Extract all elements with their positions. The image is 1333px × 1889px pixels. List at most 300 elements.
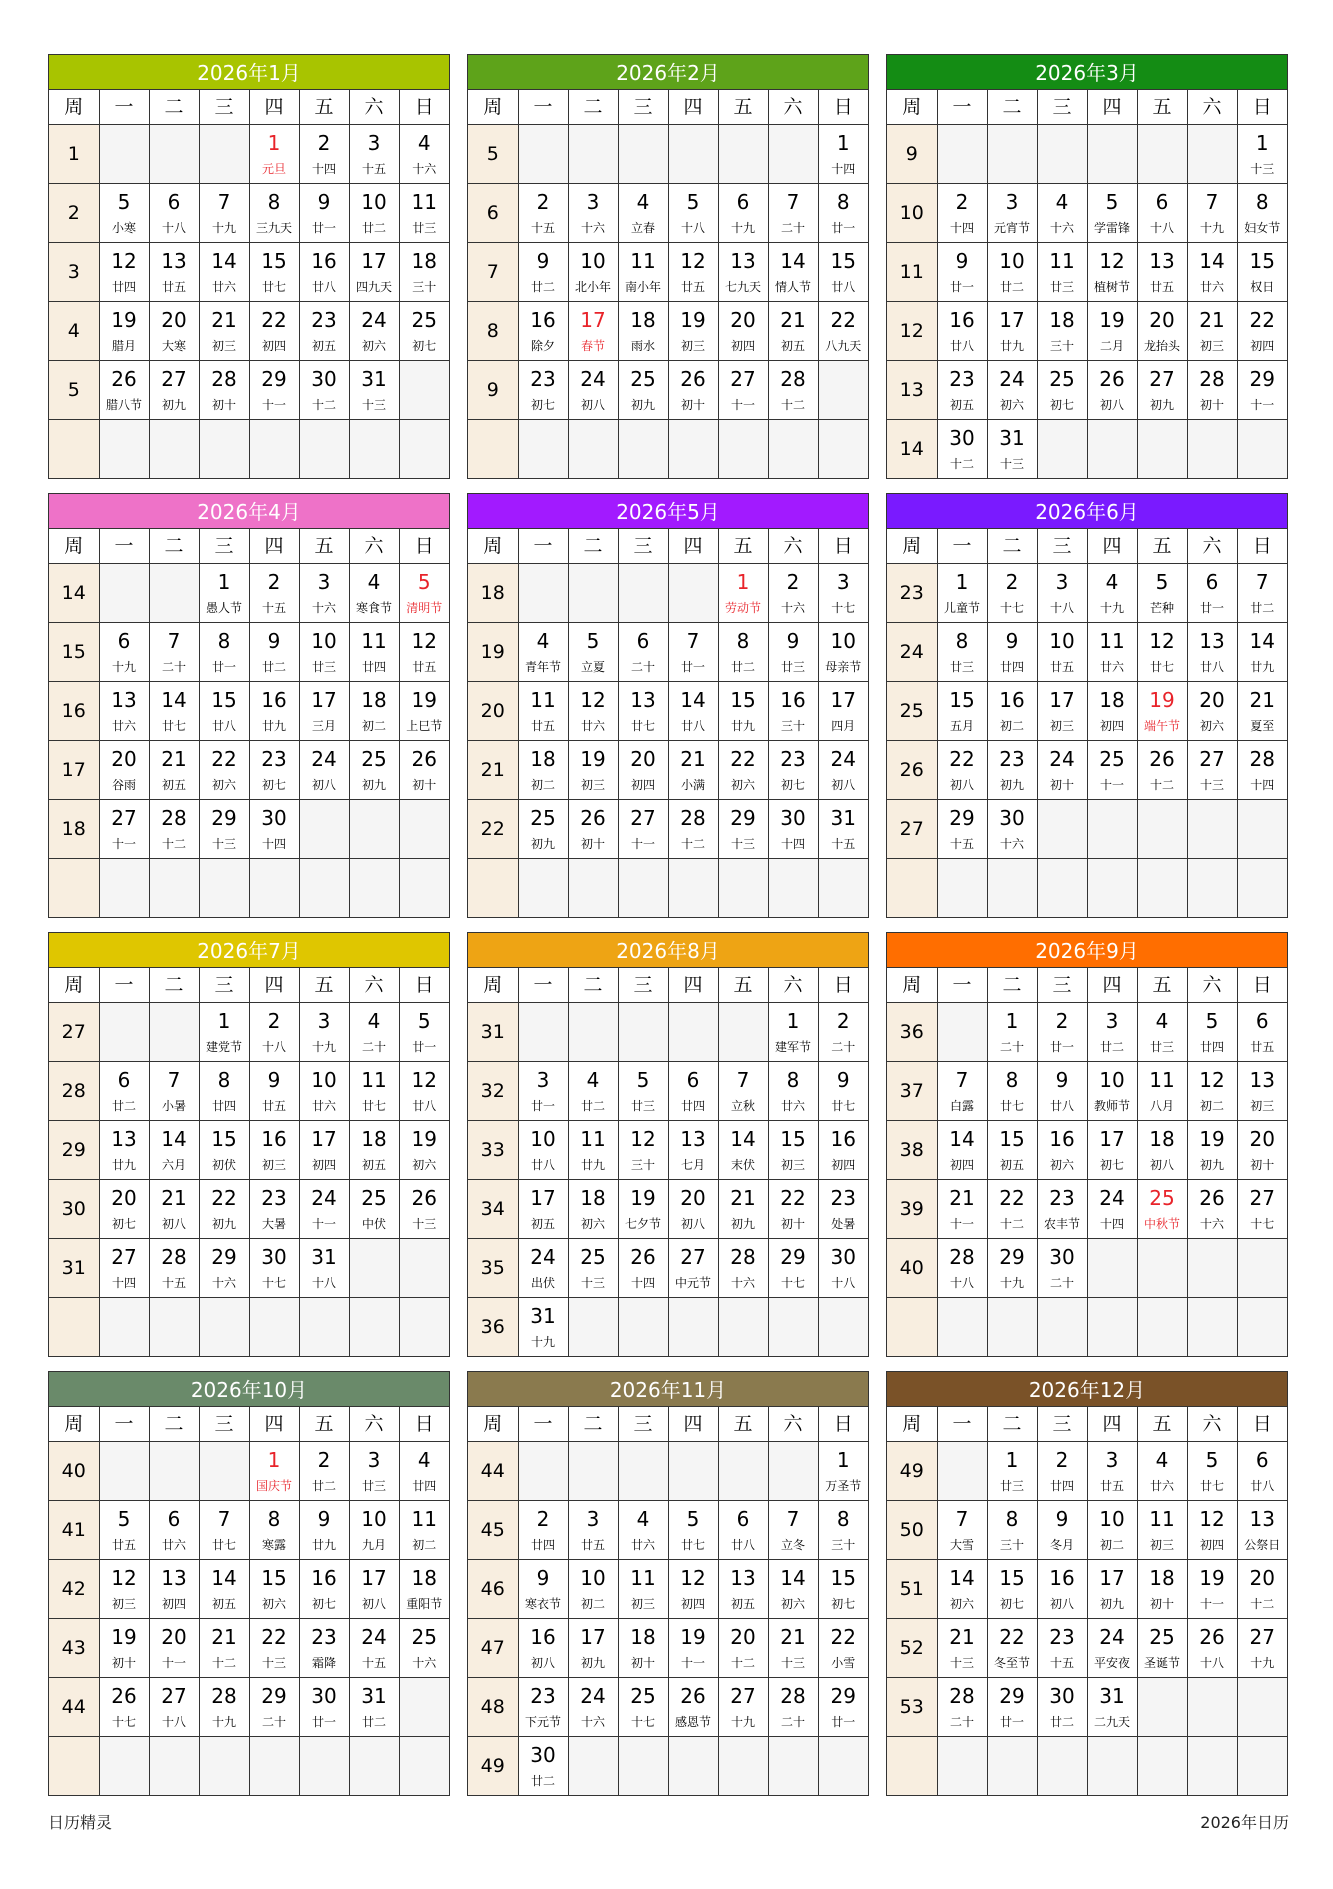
lunar-label: 廿二 (530, 1774, 555, 1788)
day-number: 19 (1149, 688, 1175, 712)
day-number: 20 (161, 1625, 187, 1649)
day-number: 9 (267, 1068, 281, 1092)
week-number: 47 (468, 1619, 518, 1678)
weekday-header-cell: 六 (768, 90, 818, 125)
empty-day-cell (618, 1298, 668, 1357)
day-number: 26 (111, 367, 137, 391)
day-number: 7 (1255, 570, 1269, 594)
lunar-label: 廿五 (161, 280, 186, 294)
day-number: 31 (999, 426, 1025, 450)
lunar-label: 七九天 (724, 280, 761, 294)
day-number: 15 (1249, 249, 1275, 273)
day-number: 29 (211, 1245, 237, 1269)
day-number: 19 (1199, 1127, 1225, 1151)
day-cell (718, 800, 768, 859)
lunar-label: 立冬 (780, 1538, 805, 1552)
month-title: 2026年6月 (887, 494, 1287, 529)
lunar-label: 廿六 (211, 280, 236, 294)
day-number: 11 (411, 1507, 437, 1531)
day-number: 28 (211, 1684, 237, 1708)
weekday-header-cell: 四 (1087, 1407, 1137, 1442)
day-number: 3 (367, 131, 381, 155)
lunar-label: 二月 (1099, 339, 1124, 353)
lunar-label: 三十 (780, 719, 805, 733)
lunar-label: 廿八 (730, 1538, 755, 1552)
day-cell (818, 1003, 868, 1062)
day-cell (349, 1560, 399, 1619)
day-cell (199, 682, 249, 741)
lunar-label: 公祭日 (1244, 1538, 1281, 1552)
lunar-label: 十二 (211, 1656, 236, 1670)
day-cell (718, 741, 768, 800)
day-cell (399, 184, 449, 243)
day-cell (149, 1678, 199, 1737)
empty-day-cell (199, 1298, 249, 1357)
day-cell (349, 125, 399, 184)
empty-day-cell (987, 859, 1037, 918)
lunar-label: 十七 (831, 601, 856, 615)
lunar-label: 廿一 (311, 221, 336, 235)
lunar-label: 廿七 (361, 1099, 386, 1113)
day-number: 30 (261, 806, 287, 830)
lunar-label: 廿七 (161, 719, 186, 733)
day-cell (668, 1062, 718, 1121)
weekday-header-cell: 三 (618, 1407, 668, 1442)
day-cell (399, 1560, 449, 1619)
week-number (49, 1298, 99, 1357)
day-cell (199, 184, 249, 243)
empty-day-cell (1137, 125, 1187, 184)
day-number: 15 (730, 688, 756, 712)
lunar-label: 初八 (1099, 398, 1124, 412)
day-cell (1087, 1678, 1137, 1737)
lunar-label: 初四 (831, 1158, 856, 1172)
lunar-label: 小满 (680, 778, 705, 792)
day-cell (987, 1560, 1037, 1619)
week-number (468, 859, 518, 918)
lunar-label: 愚人节 (205, 601, 242, 615)
day-number: 7 (1205, 190, 1219, 214)
day-cell (199, 741, 249, 800)
day-cell (349, 623, 399, 682)
lunar-label: 廿二 (261, 660, 286, 674)
lunar-label: 十五 (1049, 1656, 1074, 1670)
day-cell (818, 184, 868, 243)
day-cell (149, 1501, 199, 1560)
lunar-label: 初十 (412, 778, 437, 792)
empty-day-cell (987, 1298, 1037, 1357)
day-number: 9 (1005, 629, 1019, 653)
empty-day-cell (399, 361, 449, 420)
day-cell (1187, 1442, 1237, 1501)
day-cell (399, 1619, 449, 1678)
day-number: 3 (367, 1448, 381, 1472)
lunar-label: 初八 (530, 1656, 555, 1670)
week-number: 14 (49, 564, 99, 623)
day-number: 10 (361, 190, 387, 214)
day-number: 18 (630, 1625, 656, 1649)
day-number: 28 (680, 806, 706, 830)
week-number: 23 (887, 564, 937, 623)
day-number: 29 (999, 1684, 1025, 1708)
lunar-label: 二十 (630, 660, 655, 674)
weekday-header-cell: 日 (399, 1407, 449, 1442)
day-number: 29 (730, 806, 756, 830)
day-cell (818, 1442, 868, 1501)
day-number: 27 (1249, 1186, 1275, 1210)
lunar-label: 十三 (580, 1276, 605, 1290)
day-number: 17 (361, 249, 387, 273)
lunar-label: 初七 (831, 1597, 856, 1611)
week-number: 25 (887, 682, 937, 741)
day-number: 19 (680, 1625, 706, 1649)
day-number: 15 (830, 1566, 856, 1590)
lunar-label: 初七 (999, 1597, 1024, 1611)
day-cell (987, 1121, 1037, 1180)
day-number: 4 (636, 190, 650, 214)
lunar-label: 初六 (412, 1158, 437, 1172)
lunar-label: 廿七 (1149, 660, 1174, 674)
empty-day-cell (349, 1737, 399, 1796)
empty-day-cell (818, 420, 868, 479)
day-number: 6 (736, 190, 750, 214)
day-number: 16 (949, 308, 975, 332)
day-cell (1037, 1003, 1087, 1062)
lunar-label: 二十 (361, 1040, 386, 1054)
day-number: 20 (680, 1186, 706, 1210)
day-cell (518, 302, 568, 361)
day-cell (99, 1180, 149, 1239)
day-cell (1237, 623, 1287, 682)
day-number: 29 (211, 806, 237, 830)
day-cell (249, 243, 299, 302)
day-cell (299, 1239, 349, 1298)
empty-day-cell (249, 1298, 299, 1357)
day-cell (299, 1560, 349, 1619)
day-cell (149, 800, 199, 859)
week-number: 27 (887, 800, 937, 859)
lunar-label: 寒露 (261, 1538, 286, 1552)
day-cell (768, 800, 818, 859)
footer-brand: 日历精灵 (48, 1813, 113, 1832)
day-number: 18 (361, 1127, 387, 1151)
empty-day-cell (149, 1003, 199, 1062)
month-panel (467, 1371, 869, 1796)
lunar-label: 十九 (999, 1276, 1024, 1290)
day-cell (299, 1062, 349, 1121)
week-number: 26 (887, 741, 937, 800)
day-number: 1 (1005, 1448, 1019, 1472)
week-number (49, 859, 99, 918)
day-cell (1237, 1180, 1287, 1239)
day-cell (1037, 243, 1087, 302)
week-number: 50 (887, 1501, 937, 1560)
day-number: 20 (1149, 308, 1175, 332)
day-cell (568, 243, 618, 302)
day-cell (987, 243, 1037, 302)
weekday-header-cell: 四 (249, 90, 299, 125)
day-number: 11 (1149, 1507, 1175, 1531)
day-number: 1 (836, 131, 850, 155)
day-number: 4 (1055, 190, 1069, 214)
day-cell (1037, 564, 1087, 623)
lunar-label: 腊月 (111, 339, 136, 353)
day-number: 6 (1155, 190, 1169, 214)
lunar-label: 廿六 (1199, 280, 1224, 294)
day-cell (768, 361, 818, 420)
lunar-label: 廿一 (530, 1099, 555, 1113)
day-cell (249, 361, 299, 420)
day-cell (668, 741, 718, 800)
day-number: 29 (1249, 367, 1275, 391)
lunar-label: 初六 (261, 1597, 286, 1611)
day-cell (99, 184, 149, 243)
day-number: 2 (536, 190, 550, 214)
day-number: 18 (361, 688, 387, 712)
day-number: 19 (411, 688, 437, 712)
lunar-label: 十二 (949, 457, 974, 471)
day-number: 17 (830, 688, 856, 712)
day-cell (249, 1239, 299, 1298)
weekday-header-cell: 一 (937, 90, 987, 125)
day-cell (618, 1619, 668, 1678)
day-cell (149, 1560, 199, 1619)
lunar-label: 初九 (630, 398, 655, 412)
day-cell (349, 564, 399, 623)
weekday-header-cell: 六 (1187, 1407, 1237, 1442)
week-number: 33 (468, 1121, 518, 1180)
day-cell (768, 1121, 818, 1180)
day-number: 10 (580, 249, 606, 273)
day-cell (149, 741, 199, 800)
day-number: 10 (530, 1127, 556, 1151)
lunar-label: 十九 (111, 660, 136, 674)
lunar-label: 十三 (730, 837, 755, 851)
lunar-label: 廿九 (1250, 660, 1275, 674)
empty-day-cell (668, 859, 718, 918)
weekday-header-cell: 二 (987, 90, 1037, 125)
lunar-label: 七月 (680, 1158, 705, 1172)
lunar-label: 初十 (1199, 398, 1224, 412)
day-number: 25 (630, 367, 656, 391)
day-number: 10 (999, 249, 1025, 273)
day-number: 19 (111, 308, 137, 332)
empty-day-cell (1087, 1298, 1137, 1357)
day-cell (937, 1180, 987, 1239)
weekday-header-cell: 四 (668, 529, 718, 564)
day-number: 11 (411, 190, 437, 214)
day-number: 29 (830, 1684, 856, 1708)
day-number: 9 (1055, 1507, 1069, 1531)
empty-day-cell (937, 1298, 987, 1357)
lunar-label: 廿五 (261, 1099, 286, 1113)
day-cell (1187, 1619, 1237, 1678)
day-number: 30 (830, 1245, 856, 1269)
day-cell (768, 1619, 818, 1678)
week-number: 30 (49, 1180, 99, 1239)
day-cell (1187, 623, 1237, 682)
day-cell (149, 623, 199, 682)
week-number: 51 (887, 1560, 937, 1619)
day-cell (818, 243, 868, 302)
lunar-label: 大暑 (261, 1217, 286, 1231)
empty-day-cell (1137, 420, 1187, 479)
empty-day-cell (199, 1442, 249, 1501)
day-cell (1137, 564, 1187, 623)
day-number: 3 (317, 570, 331, 594)
lunar-label: 十四 (1250, 778, 1275, 792)
weekday-header-cell: 二 (568, 529, 618, 564)
day-cell (618, 682, 668, 741)
lunar-label: 廿二 (580, 1099, 605, 1113)
day-number: 16 (311, 249, 337, 273)
day-number: 18 (411, 249, 437, 273)
lunar-label: 初六 (949, 1597, 974, 1611)
day-cell (618, 1121, 668, 1180)
lunar-label: 中元节 (674, 1276, 711, 1290)
lunar-label: 廿三 (999, 1479, 1024, 1493)
day-number: 11 (630, 1566, 656, 1590)
day-cell (937, 623, 987, 682)
empty-day-cell (149, 1442, 199, 1501)
day-number: 18 (1099, 688, 1125, 712)
day-number: 15 (780, 1127, 806, 1151)
empty-day-cell (1037, 1737, 1087, 1796)
day-number: 12 (1149, 629, 1175, 653)
day-cell (618, 243, 668, 302)
day-cell (987, 302, 1037, 361)
week-number: 5 (468, 125, 518, 184)
day-number: 12 (630, 1127, 656, 1151)
lunar-label: 十六 (412, 162, 437, 176)
day-cell (1237, 1619, 1287, 1678)
week-number: 10 (887, 184, 937, 243)
day-number: 2 (267, 1009, 281, 1033)
lunar-label: 三月 (311, 719, 336, 733)
week-number: 49 (887, 1442, 937, 1501)
day-number: 30 (999, 806, 1025, 830)
day-number: 2 (536, 1507, 550, 1531)
day-cell (399, 1501, 449, 1560)
day-cell (668, 623, 718, 682)
day-cell (718, 1501, 768, 1560)
day-number: 3 (1105, 1009, 1119, 1033)
day-cell (1087, 682, 1137, 741)
lunar-label: 十二 (311, 398, 336, 412)
day-cell (518, 800, 568, 859)
day-number: 21 (680, 747, 706, 771)
lunar-label: 初十 (111, 1656, 136, 1670)
week-number (49, 1737, 99, 1796)
day-number: 7 (786, 1507, 800, 1531)
lunar-label: 八月 (1149, 1099, 1174, 1113)
day-number: 30 (311, 1684, 337, 1708)
day-number: 5 (1155, 570, 1169, 594)
day-number: 5 (636, 1068, 650, 1092)
lunar-label: 十二 (1250, 1597, 1275, 1611)
empty-day-cell (1237, 420, 1287, 479)
day-number: 9 (267, 629, 281, 653)
week-number: 15 (49, 623, 99, 682)
lunar-label: 初二 (361, 719, 386, 733)
day-cell (1087, 1560, 1137, 1619)
lunar-label: 廿八 (1199, 660, 1224, 674)
weekday-header-cell: 一 (518, 529, 568, 564)
day-cell (937, 184, 987, 243)
day-cell (668, 184, 718, 243)
lunar-label: 上巳节 (406, 719, 443, 733)
day-cell (618, 623, 668, 682)
day-number: 11 (1099, 629, 1125, 653)
day-number: 6 (117, 629, 131, 653)
day-cell (1187, 1501, 1237, 1560)
lunar-label: 大雪 (949, 1538, 974, 1552)
day-number: 3 (536, 1068, 550, 1092)
month-panel (886, 493, 1288, 918)
day-cell (987, 1003, 1037, 1062)
empty-day-cell (1187, 1678, 1237, 1737)
lunar-label: 初九 (580, 1656, 605, 1670)
empty-day-cell (768, 420, 818, 479)
day-number: 23 (1049, 1186, 1075, 1210)
lunar-label: 十三 (361, 398, 386, 412)
day-cell (299, 125, 349, 184)
lunar-label: 南小年 (624, 280, 661, 294)
weekday-header-cell: 周 (468, 529, 518, 564)
day-cell (768, 243, 818, 302)
empty-day-cell (937, 859, 987, 918)
lunar-label: 廿二 (311, 1479, 336, 1493)
day-cell (149, 243, 199, 302)
weekday-header-cell: 周 (887, 529, 937, 564)
lunar-label: 十六 (780, 601, 805, 615)
empty-day-cell (199, 420, 249, 479)
lunar-label: 初八 (580, 398, 605, 412)
day-number: 9 (536, 249, 550, 273)
day-number: 17 (1099, 1566, 1125, 1590)
lunar-label: 十五 (361, 162, 386, 176)
lunar-label: 十九 (211, 221, 236, 235)
empty-day-cell (618, 1003, 668, 1062)
day-cell (1237, 564, 1287, 623)
day-number: 27 (630, 806, 656, 830)
empty-day-cell (299, 1298, 349, 1357)
day-number: 6 (736, 1507, 750, 1531)
lunar-label: 十七 (1250, 1217, 1275, 1231)
day-cell (99, 1121, 149, 1180)
lunar-label: 十八 (680, 221, 705, 235)
day-number: 23 (311, 1625, 337, 1649)
lunar-label: 廿六 (580, 719, 605, 733)
lunar-label: 十四 (831, 162, 856, 176)
day-cell (1037, 1560, 1087, 1619)
lunar-label: 十九 (530, 1335, 555, 1349)
day-cell (768, 184, 818, 243)
lunar-label: 十八 (161, 221, 186, 235)
lunar-label: 农丰节 (1043, 1217, 1080, 1231)
lunar-label: 廿一 (211, 660, 236, 674)
lunar-label: 廿八 (530, 1158, 555, 1172)
empty-day-cell (937, 125, 987, 184)
lunar-label: 十六 (730, 1276, 755, 1290)
lunar-label: 廿五 (111, 1538, 136, 1552)
day-cell (718, 1062, 768, 1121)
weekday-header-cell: 五 (718, 529, 768, 564)
weekday-header-cell: 三 (199, 90, 249, 125)
day-number: 7 (955, 1507, 969, 1531)
lunar-label: 寒食节 (355, 601, 392, 615)
lunar-label: 初十 (680, 398, 705, 412)
